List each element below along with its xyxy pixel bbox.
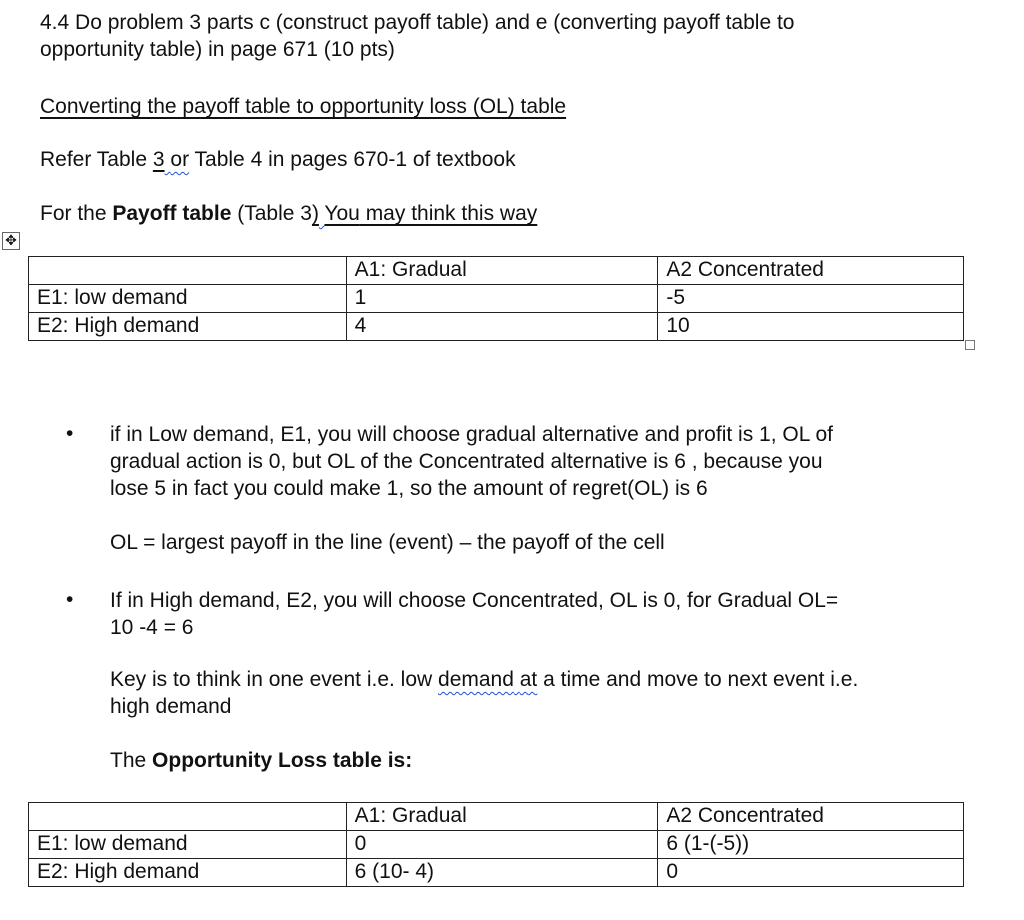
table-cell: 6 (1-(-5)) — [658, 831, 964, 859]
table-header-cell: A2 Concentrated — [658, 803, 964, 831]
key-post: a time and move to next event i.e. — [537, 668, 859, 691]
payoff-intro-pre: For the — [40, 202, 113, 225]
refer-text — [40, 146, 516, 173]
opportunity-loss-table — [28, 802, 964, 887]
table-cell: 4 — [346, 313, 658, 341]
table-row-label: E2: High demand — [29, 313, 347, 341]
payoff-intro-you: You — [324, 202, 360, 225]
table-cell: 10 — [658, 313, 964, 341]
table-cell: 0 — [346, 831, 658, 859]
refer-table-number: 3 — [152, 148, 165, 171]
key-line2: high demand — [110, 695, 232, 718]
payoff-table — [28, 256, 964, 341]
table-row — [29, 313, 964, 341]
table-move-handle-icon[interactable] — [2, 232, 20, 250]
payoff-intro-post: may think this way — [359, 202, 538, 225]
payoff-intro-bold: Payoff table — [112, 202, 232, 225]
bullet-1-line2: gradual action is 0, but OL of the Concentrated alternative is 6 , because you — [110, 450, 823, 473]
refer-or: or — [170, 148, 190, 171]
table-row — [29, 859, 964, 887]
table-header-cell: A1: Gradual — [346, 257, 658, 285]
ol-definition: OL = largest payoff in the line (event) – the payoff of the cell — [110, 531, 665, 554]
bullet-1-dot: • — [66, 422, 74, 445]
payoff-intro-text — [40, 200, 537, 227]
payoff-intro-paren: ) — [311, 202, 319, 225]
section-title: Converting the payoff table to opportunity loss (OL) table — [40, 95, 567, 118]
ol-intro-bold: Opportunity Loss table is: — [152, 749, 413, 772]
bullet-2-text — [110, 587, 970, 641]
key-pre: Key is to think in one event i.e. low — [110, 668, 439, 691]
key-demand: demand — [438, 668, 514, 691]
refer-post: Table 4 in pages 670-1 of textbook — [189, 148, 516, 171]
question-heading-line2: opportunity table) in page 671 (10 pts) — [40, 38, 395, 61]
question-heading-line1: 4.4 Do problem 3 parts c (construct payoff table) and e (converting payoff table to — [40, 11, 795, 34]
refer-pre: Refer Table — [40, 148, 153, 171]
bullet-2-line1: If in High demand, E2, you will choose Concentrated, OL is 0, for Gradual OL= — [110, 589, 839, 612]
bullet-2-dot: • — [66, 588, 74, 611]
bullet-1-line3: lose 5 in fact you could make 1, so the amount of regret(OL) is 6 — [110, 477, 708, 500]
key-line1 — [110, 666, 990, 693]
table-row — [29, 803, 964, 831]
bullet-1-line1: if in Low demand, E1, you will choose gradual alternative and profit is 1, OL of — [110, 423, 833, 446]
table-cell: 0 — [658, 859, 964, 887]
table-row — [29, 285, 964, 313]
bullet-1-text — [110, 421, 990, 502]
table-header-cell: A1: Gradual — [346, 803, 658, 831]
table-resize-handle[interactable] — [965, 340, 975, 350]
question-heading — [40, 9, 794, 63]
ol-intro-pre: The — [110, 749, 153, 772]
move-icon: ✥ — [5, 233, 17, 249]
bullet-2-line2: 10 -4 = 6 — [110, 616, 194, 639]
table-cell — [29, 257, 347, 285]
table-row — [29, 831, 964, 859]
table-cell: 6 (10- 4) — [346, 859, 658, 887]
table-row-label: E2: High demand — [29, 859, 347, 887]
ol-table-intro — [110, 747, 412, 774]
table-cell: 1 — [346, 285, 658, 313]
table-header-cell: A2 Concentrated — [658, 257, 964, 285]
key-at: at — [519, 668, 538, 691]
table-row-label: E1: low demand — [29, 831, 347, 859]
payoff-intro-mid: (Table 3 — [231, 202, 312, 225]
key-text — [110, 666, 990, 720]
table-cell: -5 — [658, 285, 964, 313]
table-row-label: E1: low demand — [29, 285, 347, 313]
table-cell — [29, 803, 347, 831]
table-row — [29, 257, 964, 285]
